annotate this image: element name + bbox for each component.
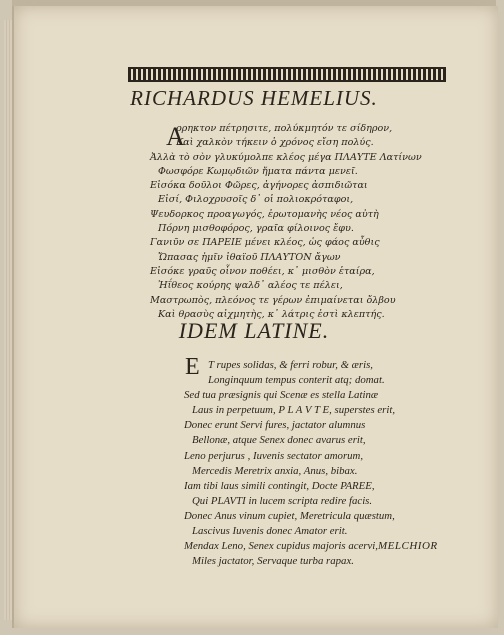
latin-drop-cap: E (185, 354, 200, 380)
greek-line: Μαστρωπὸς, πλεόνος τε γέρων ἐπιμαίνεται ὄλβου (150, 294, 396, 306)
decorative-header-band (128, 67, 446, 82)
signature: MELCHIOR (378, 540, 438, 552)
latin-line: Iam tibi laus simili contingit, Docte PAREE, (184, 479, 375, 492)
greek-line: Εἰσόκε γραῦς οἶνον ποθέει, κ᾽ μισθὸν ἑταίρα, (150, 265, 375, 277)
greek-line: Πόρνη μισθοφόρος, γραῖα φίλοινος ἔφυ. (158, 223, 354, 235)
section-subtitle: IDEM LATINE. (178, 318, 330, 343)
latin-line: Longinquum tempus conterit atq; domat. (208, 374, 385, 387)
greek-line: Καὶ θρασὺς αἰχμητὴς, κ᾽ λάτρις ἐστὶ κλεπτής. (158, 308, 385, 320)
greek-line: Γανιῦν σε ΠΑΡΕΙΕ μένει κλέος, ὡς φάος αὖθις (150, 237, 380, 249)
latin-line: Miles jactator, Servaque turba rapax. (192, 555, 354, 568)
greek-line: Εἰσί, Φιλοχρυσοῖς δ᾽ οἱ πολιοκρόταφοι, (158, 194, 354, 206)
greek-line: Φωσφόρε Κωμῳδιῶν ἤματα πάντα μενεῖ. (158, 165, 358, 177)
latin-line: Lascivus Iuvenis donec Amator erit. (192, 525, 348, 538)
latin-line: Mercedis Meretrix anxia, Anus, bibax. (192, 464, 358, 477)
greek-line: Ἀλλὰ τὸ σὸν γλυκύμολπε κλέος μέγα ΠΛΑΥΤΕ Λατίνων (150, 151, 422, 163)
greek-line: Ψευδορκος προαγωγός, ἐρωτομανὴς νέος αὐτὴ (150, 208, 379, 220)
latin-line: Sed tua præsignis qui Scenæ es stella Latinæ (184, 389, 379, 402)
greek-line: Ὤπασας ἡμῖν ἰθαϊοῦ ΠΛΑΥΤΟΝ ἄγων (158, 251, 341, 263)
greek-line: Εἰσόκα δοῦλοι Φῶρες, ἀγήνορες ἀσπιδιῶται (150, 180, 368, 192)
latin-line: Bellonæ, atque Senex donec avarus erit, (192, 434, 366, 447)
latin-line: Qui PLAVTI in lucem scripta redire facis. (192, 494, 373, 507)
greek-line: Ἠΐθεος κούρης ψαλδ᾽ αλέος τε πέλει, (158, 280, 343, 292)
latin-line: Donec Anus vinum cupiet, Meretricula quæstum, (184, 509, 395, 522)
latin-line: Laus in perpetuum, P L A V T E, superstes erit, (192, 404, 396, 417)
greek-line: ρρηκτον πέτρησιτε, πολύκμητόν τε σίδηρον, (176, 123, 393, 134)
greek-line: Καὶ χαλκὸν τήκειν ὁ χρόνος εἴση πολύς. (176, 137, 374, 149)
latin-line: Mendax Leno, Senex cupidus majoris acervi, (184, 540, 378, 553)
greek-poem (150, 122, 480, 322)
latin-line: T rupes solidas, & ferri robur, & æris, (208, 359, 373, 371)
page-title: RICHARDUS HEMELIUS. (130, 86, 378, 110)
latin-poem (184, 358, 484, 569)
latin-line: Leno perjurus , Iuvenis sectator amorum, (184, 449, 364, 462)
greek-drop-cap: A (166, 122, 185, 151)
latin-line: Donec erunt Servi fures, jactator alumnus (184, 419, 366, 432)
